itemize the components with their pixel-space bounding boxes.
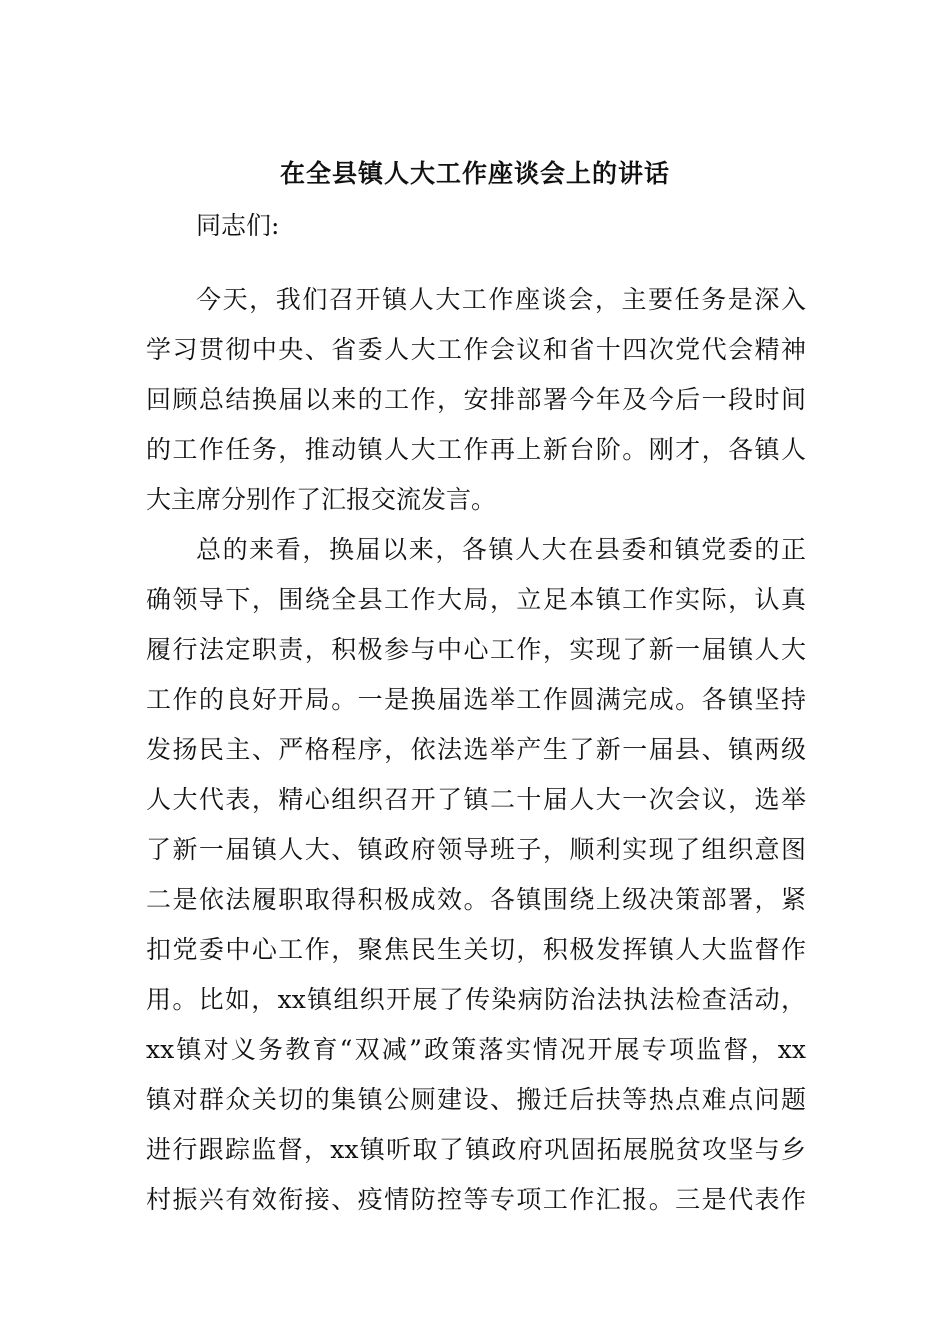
body-line: 履行法定职责，积极参与中心工作，实现了新一届镇人大	[146, 635, 806, 664]
body-line: 用。比如，xx镇组织开展了传染病防治法执法检查活动，	[146, 985, 806, 1014]
body-line: 工作的良好开局。一是换届选举工作圆满完成。各镇坚持	[146, 685, 806, 714]
body-line: 了新一届镇人大、镇政府领导班子，顺利实现了组织意图	[146, 835, 806, 864]
body-line: 确领导下，围绕全县工作大局，立足本镇工作实际，认真	[146, 585, 806, 614]
document-title: 在全县镇人大工作座谈会上的讲话	[279, 159, 670, 188]
body-line: 总的来看，换届以来，各镇人大在县委和镇党委的正	[196, 535, 806, 564]
body-line: 回顾总结换届以来的工作，安排部署今年及今后一段时间	[146, 385, 806, 414]
body-line: 大主席分别作了汇报交流发言。	[146, 485, 497, 514]
body-line: 发扬民主、严格程序，依法选举产生了新一届县、镇两级	[146, 735, 806, 764]
body-line: 今天，我们召开镇人大工作座谈会，主要任务是深入	[196, 285, 806, 314]
body-line: 学习贯彻中央、省委人大工作会议和省十四次党代会精神	[146, 335, 806, 364]
body-line: 二是依法履职取得积极成效。各镇围绕上级决策部署，紧	[146, 885, 806, 914]
salutation: 同志们:	[196, 211, 280, 240]
body-line: 村振兴有效衔接、疫情防控等专项工作汇报。三是代表作	[146, 1185, 806, 1214]
body-line: 的工作任务，推动镇人大工作再上新台阶。刚才，各镇人	[146, 435, 806, 464]
body-line: 人大代表，精心组织召开了镇二十届人大一次会议，选举	[146, 785, 806, 814]
body-line: xx镇对义务教育“双减”政策落实情况开展专项监督，xx	[146, 1035, 806, 1064]
body-line: 扣党委中心工作，聚焦民生关切，积极发挥镇人大监督作	[146, 935, 806, 964]
body-line: 进行跟踪监督，xx镇听取了镇政府巩固拓展脱贫攻坚与乡	[146, 1135, 806, 1164]
body-line: 镇对群众关切的集镇公厕建设、搬迁后扶等热点难点问题	[146, 1085, 806, 1114]
